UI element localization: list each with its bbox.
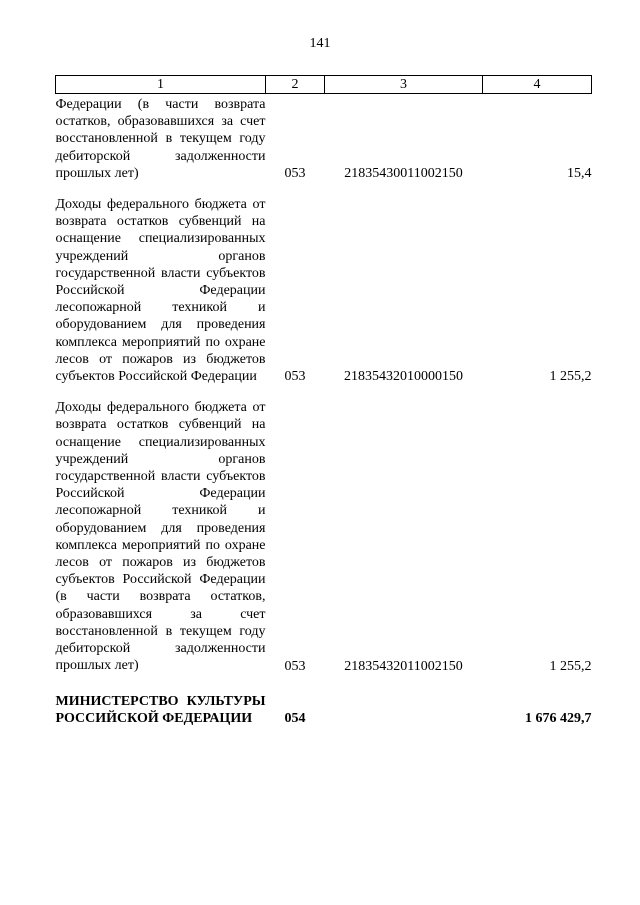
table-header: [56, 76, 592, 94]
column-header-2: 2: [266, 76, 325, 94]
table-row: [56, 94, 592, 183]
row-amount: 1 255,2: [549, 369, 592, 385]
table-body: [56, 94, 592, 727]
column-header-3: 3: [325, 76, 483, 94]
row-kbk-code: 21835432010000150: [344, 369, 463, 385]
header-row: [56, 76, 592, 94]
page-number: 141: [309, 36, 331, 51]
row-amount: 15,4: [567, 166, 592, 182]
table-row: [56, 385, 592, 674]
table-row-ministry-total: [56, 675, 592, 727]
column-header-1: 1: [56, 76, 266, 94]
row-kbk-code: 21835432011002150: [344, 658, 463, 674]
column-header-4: 4: [483, 76, 592, 94]
row-name: Федерации (в части возврата остатков, образовавшихся за счет восстановленной в текущем году дебиторской задолженности прошлых лет): [55, 97, 266, 181]
ministry-name: МИНИСТЕРСТВО КУЛЬТУРЫ РОССИЙСКОЙ ФЕДЕРАЦИИ: [55, 693, 266, 726]
row-name: Доходы федерального бюджета от возврата остатков субвенций на оснащение специализированных учреждений органов государственной власти субъектов Российской Федерации лесопожарной техникой и оборудованием для проведения комплекса мероприятий по охране лесов от пожаров из бюджетов субъектов Российской Федерации: [55, 197, 266, 385]
table-row: [56, 182, 592, 385]
ministry-admin-code: 054: [284, 710, 306, 726]
row-kbk-code: 21835430011002150: [344, 166, 463, 182]
budget-table: [55, 75, 592, 727]
row-amount: 1 255,2: [549, 658, 592, 674]
row-admin-code: 053: [284, 166, 306, 182]
row-admin-code: 053: [284, 658, 306, 674]
ministry-kbk-code: [325, 675, 483, 727]
row-admin-code: 053: [284, 369, 306, 385]
ministry-total-amount: 1 676 429,7: [525, 710, 592, 726]
row-name: Доходы федерального бюджета от возврата остатков субвенций на оснащение специализированных учреждений органов государственной власти субъектов Российской Федерации лесопожарной техникой и оборудованием для проведения комплекса мероприятий по охране лесов от пожаров из бюджетов субъектов Российской Федерации (в части возврата остатков, образовавшихся за счет восстановленной в текущем году дебиторской задолженности прошлых лет): [55, 400, 266, 674]
